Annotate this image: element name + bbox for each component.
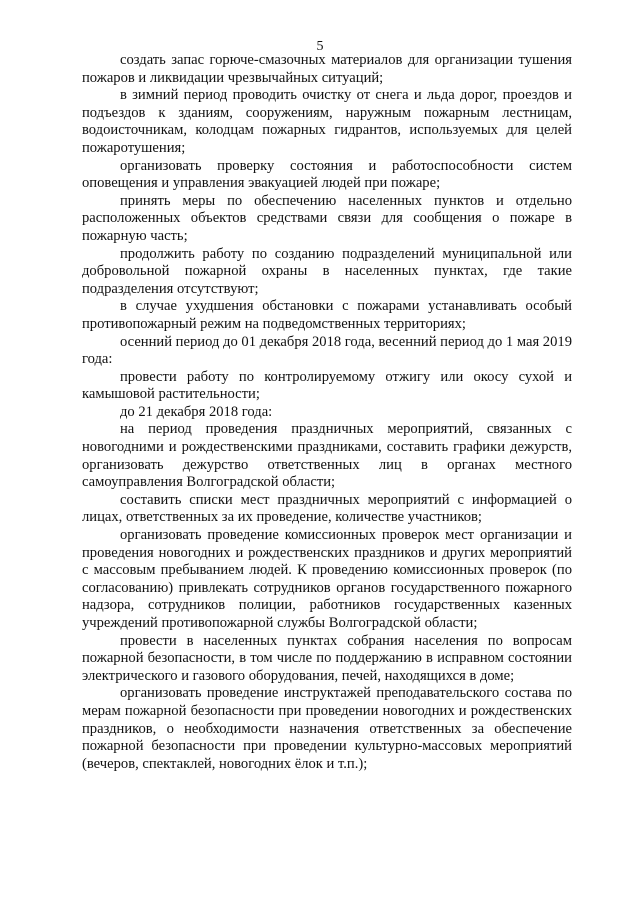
paragraph: принять меры по обеспечению населенных пунктов и отдельно расположенных объектов средствами связи для сообщения о пожаре в пожарную часть; bbox=[82, 192, 572, 244]
paragraph: провести в населенных пунктах собрания населения по вопросам пожарной безопасности, в том числе по поддержанию в исправном состоянии электрического и газового оборудования, печей, находящихся в доме; bbox=[82, 632, 572, 684]
paragraph: на период проведения праздничных мероприятий, связанных с новогодними и рождественскими праздниками, составить графики дежурств, организовать дежурство ответственных лиц в органах местного самоуправления Волгоградской области; bbox=[82, 421, 572, 491]
paragraph: в случае ухудшения обстановки с пожарами устанавливать особый противопожарный режим на подведомственных территориях; bbox=[82, 298, 572, 332]
paragraph: создать запас горюче-смазочных материалов для организации тушения пожаров и ликвидации чрезвычайных ситуаций; bbox=[82, 52, 572, 86]
paragraph: составить списки мест праздничных мероприятий с информацией о лицах, ответственных за их проведение, количестве участников; bbox=[82, 491, 572, 526]
paragraph: организовать проведение комиссионных проверок мест организации и проведения новогодних и рождественских праздников и других мероприятий с массовым пребыванием людей. К проведению комиссионных проверок (по согласованию) привлекать сотрудников органов государственного пожарного надзора, сотрудников полиции, работников государственных казенных учреждений противопожарной службы Волгоградской области; bbox=[82, 527, 572, 631]
paragraph: до 21 декабря 2018 года: bbox=[120, 403, 273, 420]
paragraph: организовать проверку состояния и работоспособности систем оповещения и управления эвакуацией людей при пожаре; bbox=[82, 157, 572, 192]
paragraph: в зимний период проводить очистку от снега и льда дорог, проездов и подъездов к зданиям, сооружениям, наружным пожарным лестницам, водоисточникам, колодцам пожарных гидрантов, используемых для целей пожаротушения; bbox=[82, 87, 572, 156]
document-body bbox=[82, 52, 572, 773]
paragraph: провести работу по контролируемому отжигу или окосу сухой и камышовой растительности; bbox=[82, 368, 572, 403]
page-number: 5 bbox=[316, 39, 324, 54]
paragraph: осенний период до 01 декабря 2018 года, весенний период до 1 мая 2019 года: bbox=[82, 333, 572, 368]
paragraph: продолжить работу по созданию подразделений муниципальной или добровольной пожарной охраны в населенных пунктах, где такие подразделения отсутствуют; bbox=[82, 245, 572, 297]
paragraph: организовать проведение инструктажей преподавательского состава по мерам пожарной безопасности при проведении новогодних и рождественских праздников, о необходимости назначения ответственных за обеспечение пожарной безопасности при проведении культурно-массовых мероприятий (вечеров, спектаклей, новогодних ёлок и т.п.); bbox=[82, 685, 572, 772]
